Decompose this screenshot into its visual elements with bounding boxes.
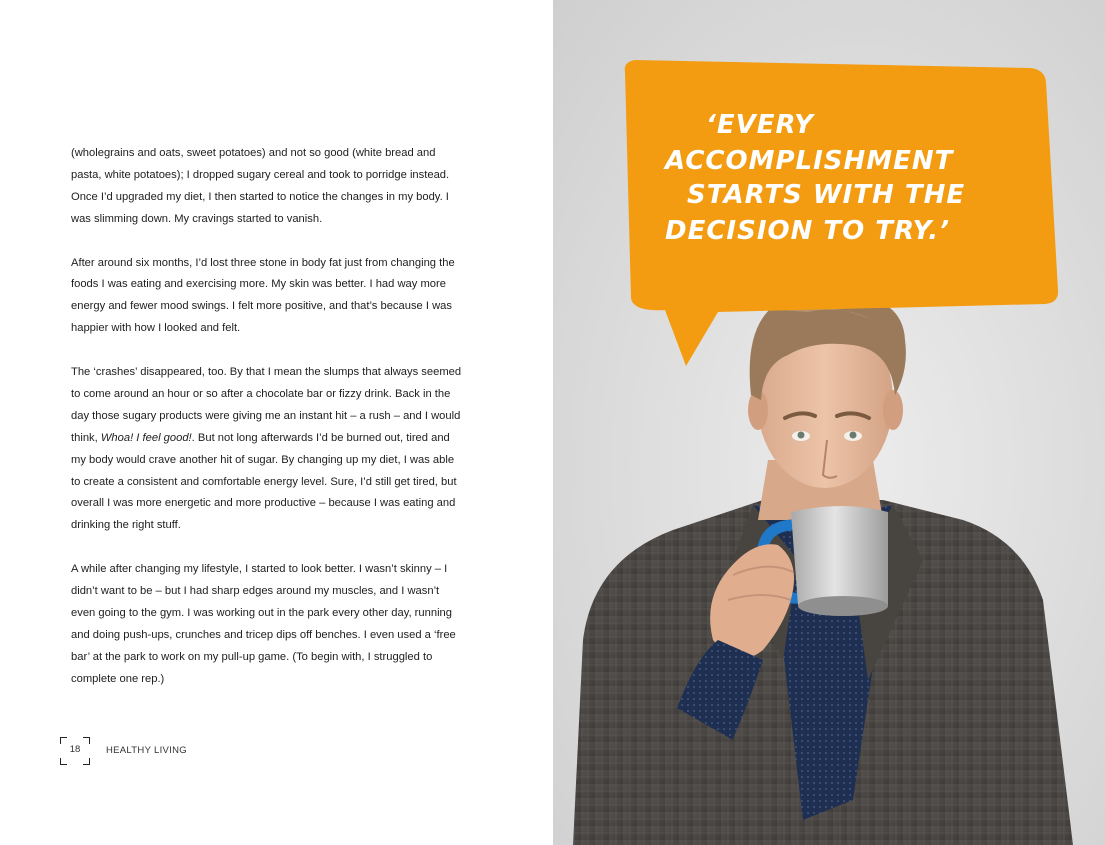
paragraph-2: After around six months, I’d lost three stone in body fat just from changing the foods I was eating and exercising more. My skin was better. I had way more energy and fewer mood swings. I felt more positive, and that’s because I was happier with how I looked and felt.	[71, 256, 455, 335]
page-number: 18	[69, 744, 81, 755]
paragraph-3	[71, 362, 463, 537]
quote-line-3: STARTS WITH THE	[687, 180, 966, 210]
quote-line-2: ACCOMPLISHMENT	[665, 146, 954, 176]
page-number-frame	[60, 737, 90, 765]
paragraph-3-italic: Whoa! I feel good!	[100, 431, 192, 444]
frame-corner-icon	[83, 737, 90, 744]
paragraph-3-text-after: . But not long afterwards I’d be burned out, tired and my body would crave another hit of sugar. By changing up my diet, I was able to create a consistent and comfortable energy level. Sure, I’d still get tired, but overall I was more energetic and more productive – because I was eating and drinking the right stuff.	[71, 431, 457, 532]
photo-man-drinking-from-mug	[553, 0, 1105, 845]
paragraph-1: (wholegrains and oats, sweet potatoes) and not so good (white bread and pasta, white potatoes); I dropped sugary cereal and took to porridge instead. Once I’d upgraded my diet, I then started to notice the changes in my body. I was slimming down. My cravings started to vanish.	[71, 147, 450, 225]
quote-line-1: ‘EVERY	[706, 110, 814, 140]
quote-line-4: DECISION TO TRY.’	[665, 216, 950, 246]
paragraph-4: A while after changing my lifestyle, I started to look better. I wasn’t skinny – I didn’t want to be – but I had sharp edges around my muscles, and I wasn’t even going to the gym. I was working out in the park every other day, running and doing push-ups, crunches and tricep dips off benches. I even used a ‘free bar’ at the park to work on my pull-up game. (To begin with, I struggled to complete one rep.)	[71, 563, 456, 685]
right-page	[553, 0, 1105, 845]
frame-corner-icon	[60, 758, 67, 765]
frame-corner-icon	[83, 758, 90, 765]
running-head: HEALTHY LIVING	[106, 745, 187, 756]
paragraph-3-text-before: The ‘crashes’ disappeared, too. By that I mean the slumps that always seemed to come around an hour or so after a chocolate bar or fizzy drink. Back in the day those sugary products were giving me an instant hit – a rush – and I would think,	[71, 366, 462, 444]
body-text	[71, 143, 463, 713]
frame-corner-icon	[60, 737, 67, 744]
